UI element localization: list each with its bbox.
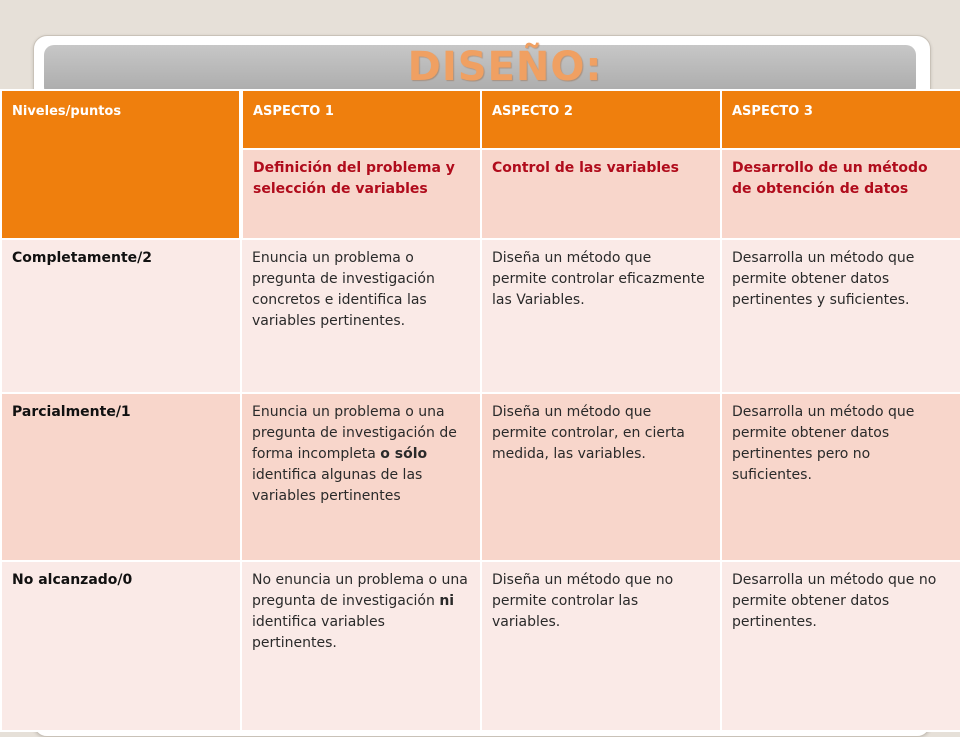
- cell-aspect-2: Diseña un método que permite controlar eficazmente las Variables.: [481, 239, 721, 393]
- subheader-aspect-1: Definición del problema y selección de variables: [241, 149, 481, 239]
- cell-aspect-2: Diseña un método que permite controlar, en cierta medida, las variables.: [481, 393, 721, 561]
- cell-aspect-1: Enuncia un problema o pregunta de investigación concretos e identifica las variables pertinentes.: [241, 239, 481, 393]
- header-row: [1, 90, 960, 149]
- cell-text: identifica algunas de las variables pertinentes: [252, 467, 423, 504]
- header-aspect-1: ASPECTO 1: [241, 90, 481, 149]
- table-row: [1, 239, 960, 393]
- cell-aspect-3: Desarrolla un método que permite obtener datos pertinentes y suficientes.: [721, 239, 960, 393]
- table-row: [1, 393, 960, 561]
- header-aspect-2: ASPECTO 2: [481, 90, 721, 149]
- cell-aspect-3: Desarrolla un método que permite obtener datos pertinentes pero no suficientes.: [721, 393, 960, 561]
- slide-title: DISEÑO:: [407, 44, 603, 90]
- header-levels: Niveles/puntos: [1, 90, 241, 239]
- rubric-table: [0, 89, 960, 732]
- cell-aspect-1: [241, 561, 481, 731]
- cell-aspect-2: Diseña un método que no permite controlar las variables.: [481, 561, 721, 731]
- cell-aspect-1: [241, 393, 481, 561]
- cell-text: identifica variables pertinentes.: [252, 614, 385, 651]
- header-aspect-3: ASPECTO 3: [721, 90, 960, 149]
- level-label: Parcialmente/1: [1, 393, 241, 561]
- cell-aspect-3: Desarrolla un método que no permite obtener datos pertinentes.: [721, 561, 960, 731]
- cell-text-bold: ni: [439, 593, 455, 609]
- table-row: [1, 561, 960, 731]
- subheader-aspect-2: Control de las variables: [481, 149, 721, 239]
- level-label: No alcanzado/0: [1, 561, 241, 731]
- cell-text: No enuncia un problema o una pregunta de investigación: [252, 572, 468, 609]
- cell-text-bold: o sólo: [380, 446, 428, 462]
- subheader-aspect-3: Desarrollo de un método de obtención de datos: [721, 149, 960, 239]
- level-label: Completamente/2: [1, 239, 241, 393]
- cell-text: Enuncia un problema o una pregunta de investigación de forma incompleta: [252, 404, 457, 462]
